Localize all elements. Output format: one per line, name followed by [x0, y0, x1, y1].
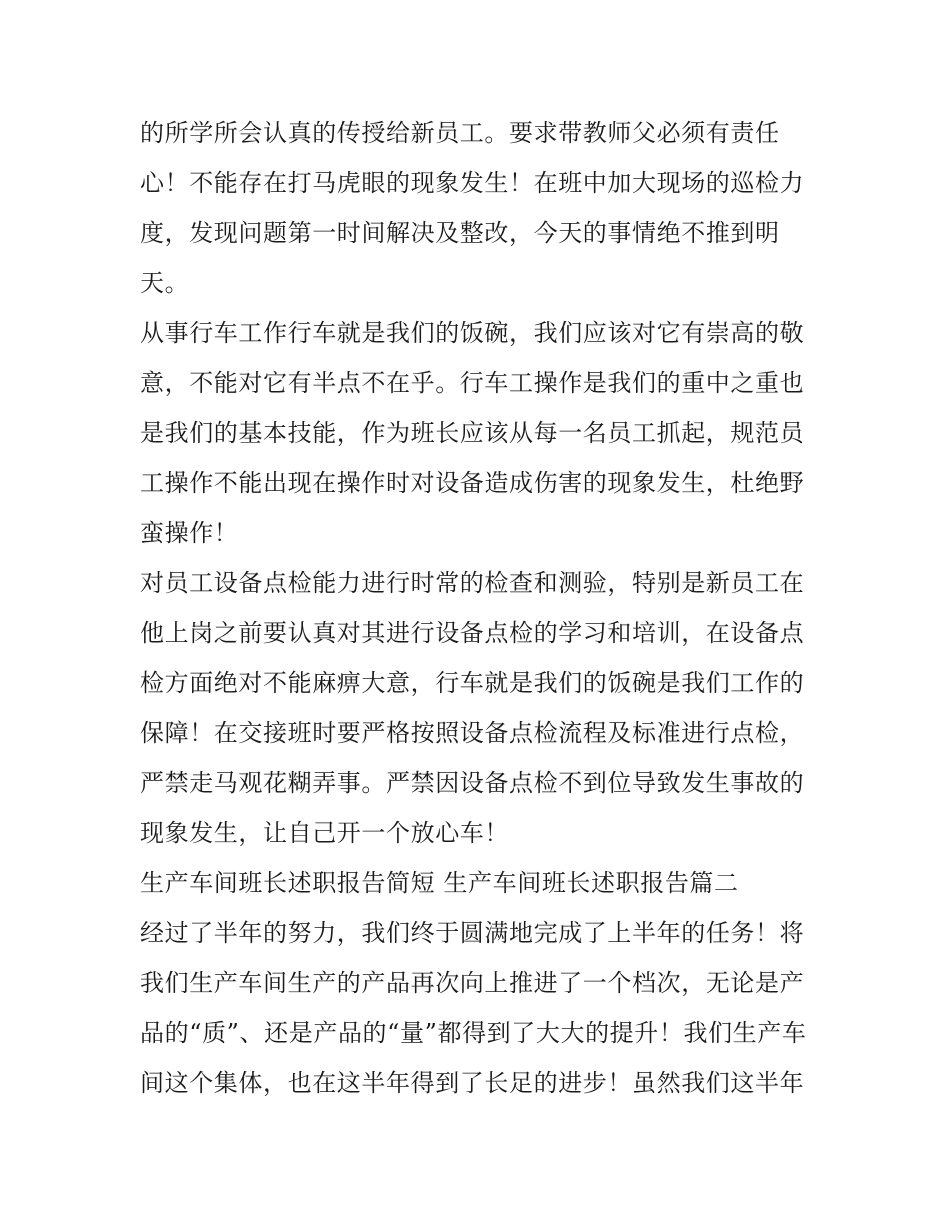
- text-line: 经过了半年的努力，我们终于圆满地完成了上半年的任务！将: [140, 919, 805, 947]
- text-line: 是我们的基本技能，作为班长应该从每一名员工抓起，规范员: [140, 419, 805, 447]
- text-line: 从事行车工作行车就是我们的饭碗，我们应该对它有崇高的敬: [140, 319, 805, 347]
- text-line: 检方面绝对不能麻痹大意，行车就是我们的饭碗是我们工作的: [140, 669, 805, 697]
- text-line: 我们生产车间生产的产品再次向上推进了一个档次，无论是产: [140, 969, 805, 997]
- text-line: 意，不能对它有半点不在乎。行车工操作是我们的重中之重也: [140, 369, 805, 397]
- document-body: [140, 108, 820, 1108]
- text-line: 度，发现问题第一时间解决及整改，今天的事情绝不推到明: [140, 219, 780, 247]
- text-line: 的所学所会认真的传授给新员工。要求带教师父必须有责任: [140, 119, 780, 147]
- text-line: 天。: [140, 269, 190, 297]
- text-line: 严禁走马观花糊弄事。严禁因设备点检不到位导致发生事故的: [140, 769, 805, 797]
- text-line: 现象发生，让自己开一个放心车！: [140, 819, 509, 847]
- text-line: 品的“质”、还是产品的“量”都得到了大大的提升！我们生产车: [140, 1019, 807, 1047]
- text-line: 工操作不能出现在操作时对设备造成伤害的现象发生，杜绝野: [140, 469, 805, 497]
- text-line: 保障！在交接班时要严格按照设备点检流程及标准进行点检，: [140, 719, 805, 747]
- text-line: 对员工设备点检能力进行时常的检查和测验，特别是新员工在: [140, 569, 805, 597]
- section-heading: 生产车间班长述职报告简短 生产车间班长述职报告篇二: [140, 869, 739, 897]
- text-line: 他上岗之前要认真对其进行设备点检的学习和培训，在设备点: [140, 619, 805, 647]
- text-line: 蛮操作！: [140, 519, 239, 547]
- text-line: 间这个集体，也在这半年得到了长足的进步！虽然我们这半年: [140, 1069, 805, 1097]
- text-line: 心！不能存在打马虎眼的现象发生！在班中加大现场的巡检力: [140, 169, 805, 197]
